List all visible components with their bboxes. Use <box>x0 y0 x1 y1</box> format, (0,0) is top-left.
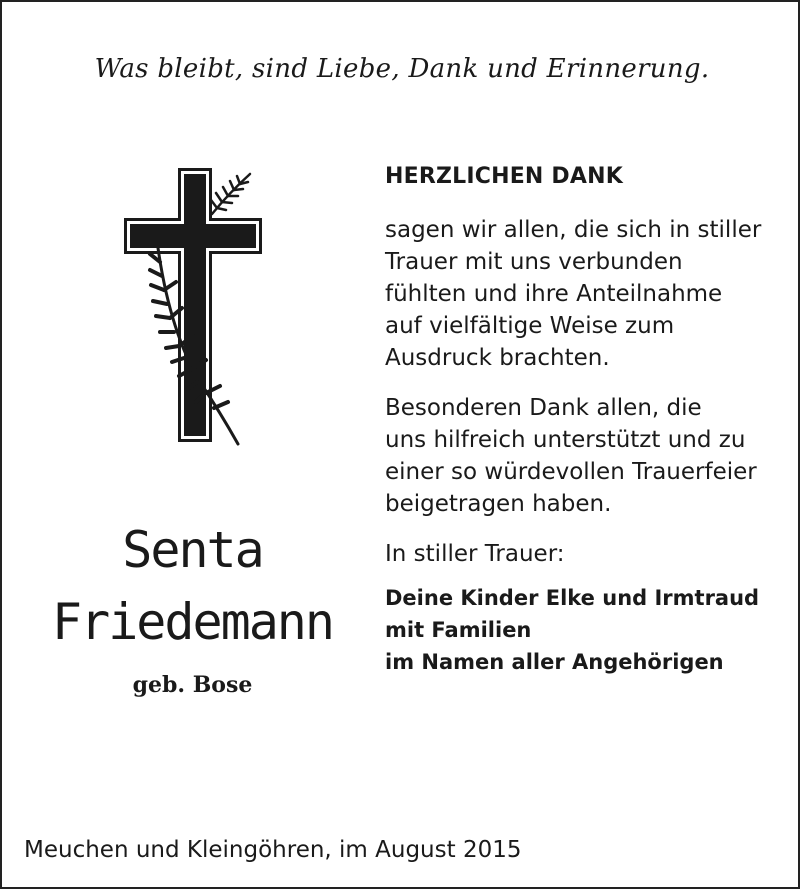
thanks-paragraph-2 <box>385 392 795 520</box>
text-line: fühlten und ihre Anteilnahme <box>385 281 723 307</box>
signers <box>385 582 795 678</box>
text-line: einer so würdevollen Trauerfeier <box>385 459 757 485</box>
deceased-last-name: Friedemann <box>51 593 334 651</box>
signer-line: mit Familien <box>385 618 532 642</box>
text-line: sagen wir allen, die sich in stiller <box>385 217 762 243</box>
thanks-heading: HERZLICHEN DANK <box>385 164 623 189</box>
text-line: beigetragen haben. <box>385 491 612 517</box>
text-line: auf vielfältige Weise zum <box>385 313 675 339</box>
motto: Was bleibt, sind Liebe, Dank und Erinnerung. <box>94 54 710 84</box>
text-line: Ausdruck brachten. <box>385 345 610 371</box>
cross-with-palm-branch-icon <box>120 162 270 447</box>
signer-line: im Namen aller Angehörigen <box>385 650 724 674</box>
text-line: In stiller Trauer: <box>385 541 565 567</box>
text-line: uns hilfreich unterstützt und zu <box>385 427 746 453</box>
mourning-intro <box>385 538 795 570</box>
signer-line: Deine Kinder Elke und Irmtraud <box>385 586 760 610</box>
thanks-section <box>385 162 795 678</box>
text-line: Trauer mit uns verbunden <box>385 249 683 275</box>
thanks-paragraph-1 <box>385 214 795 374</box>
deceased-birth-name: geb. Bose <box>132 672 253 698</box>
deceased-first-name: Senta <box>122 521 263 579</box>
place-and-date: Meuchen und Kleingöhren, im August 2015 <box>24 837 522 863</box>
text-line: Besonderen Dank allen, die <box>385 395 702 421</box>
